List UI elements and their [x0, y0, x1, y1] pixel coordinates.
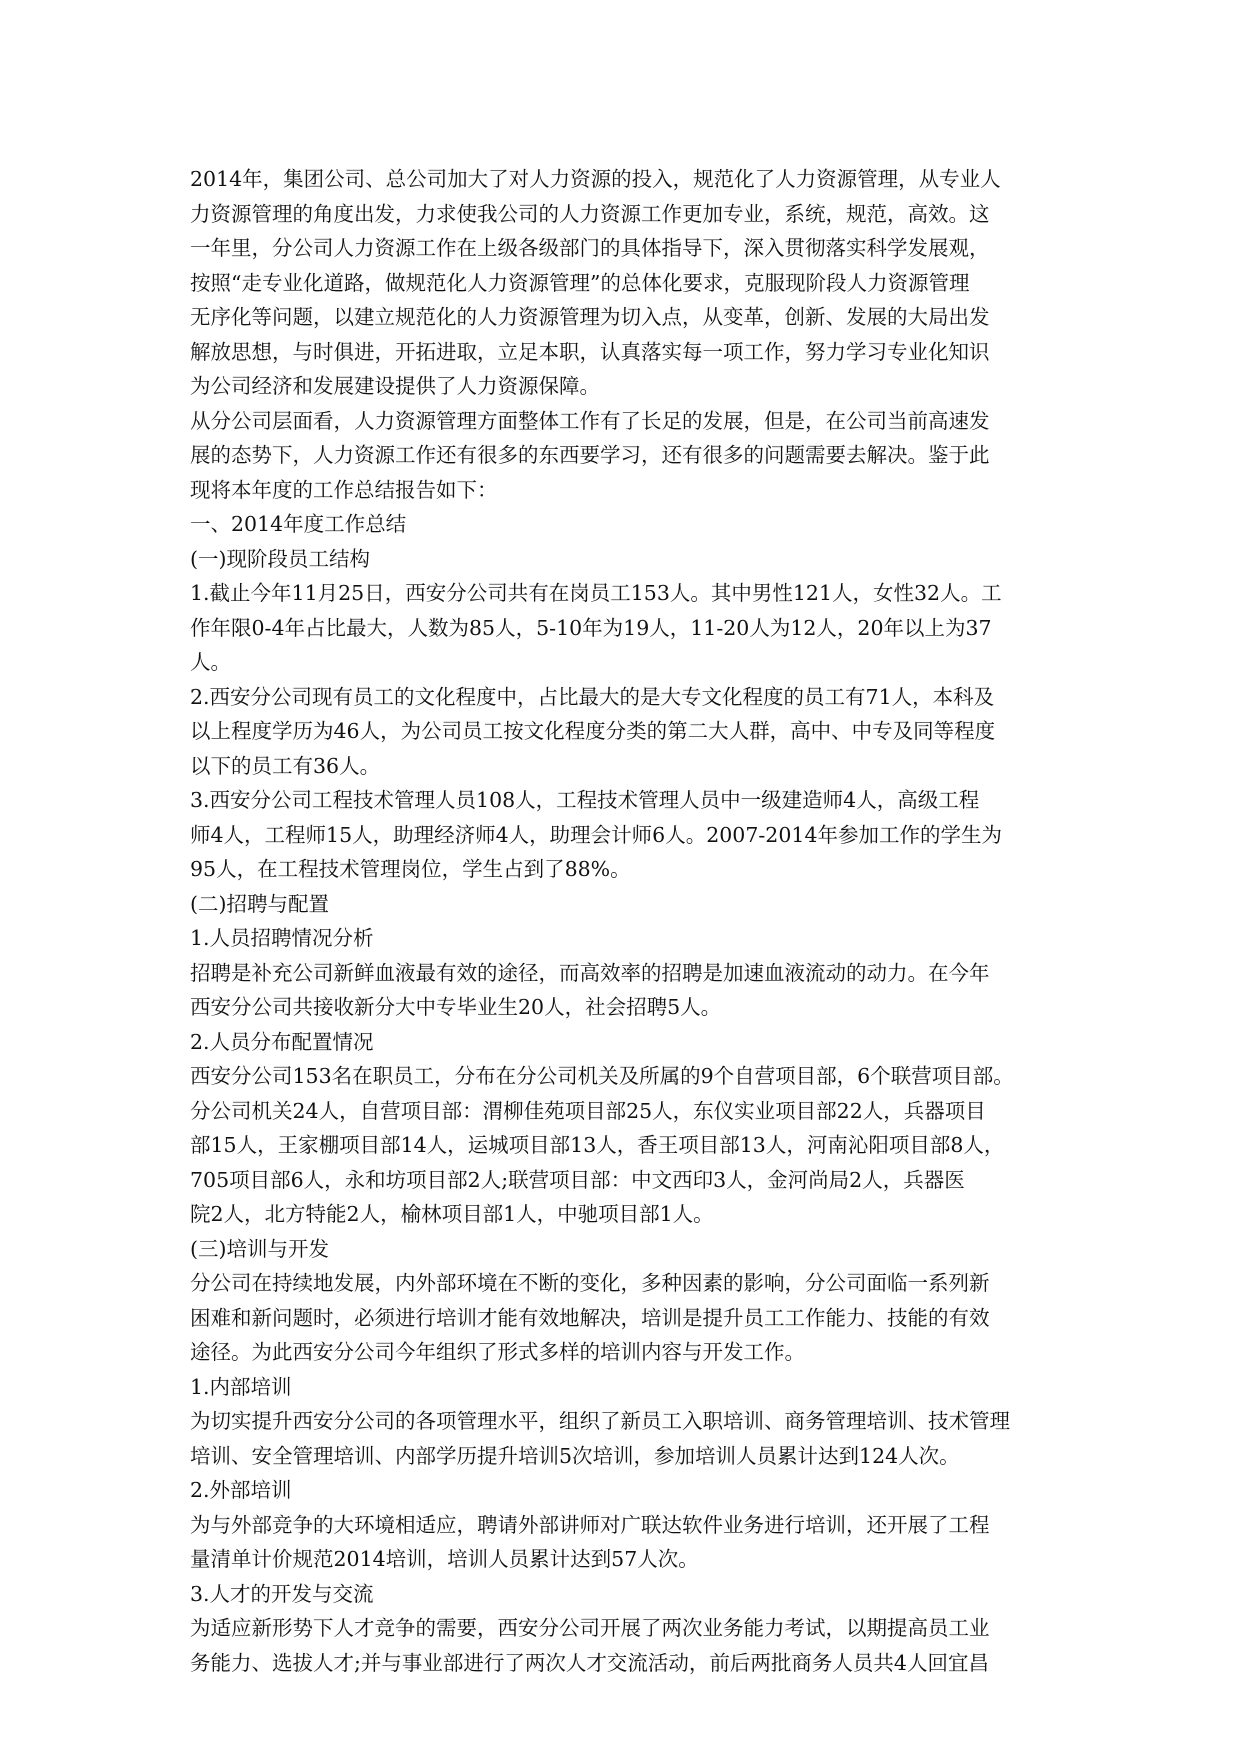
- text-line: 西安分公司共接收新分大中专毕业生20人，社会招聘5人。: [190, 995, 722, 1019]
- text-line: 培训、安全管理培训、内部学历提升培训5次培训，参加培训人员累计达到124人次。: [190, 1443, 960, 1468]
- text-line: 1.截止今年11月25日，西安分公司共有在岗员工153人。其中男性121人，女性32人。工: [190, 581, 1002, 605]
- text-line: 务能力、选拔人才;并与事业部进行了两次人才交流活动，前后两批商务人员共4人回宜昌: [190, 1650, 989, 1675]
- text-line: 分公司在持续地发展，内外部环境在不断的变化，多种因素的影响，分公司面临一系列新: [190, 1271, 990, 1295]
- text-line: 以上程度学历为46人，为公司员工按文化程度分类的第二大人群，高中、中专及同等程度: [190, 719, 996, 743]
- text-line: 分公司机关24人，自营项目部：渭柳佳苑项目部25人，东仪实业项目部22人，兵器项目: [190, 1098, 986, 1123]
- text-line: 人。: [190, 650, 231, 674]
- item-heading: 2.外部培训: [190, 1478, 292, 1502]
- text-line: 现将本年度的工作总结报告如下：: [190, 477, 498, 502]
- text-line: 部15人，王家棚项目部14人，运城项目部13人，香王项目部13人，河南沁阳项目部8人，: [190, 1133, 1005, 1157]
- item-heading: 1.内部培训: [190, 1374, 292, 1399]
- text-line: 2014年，集团公司、总公司加大了对人力资源的投入，规范化了人力资源管理，从专业人: [190, 167, 1001, 191]
- text-line: 为与外部竞争的大环境相适应，聘请外部讲师对广联达软件业务进行培训，还开展了工程: [190, 1512, 990, 1537]
- document-body: [190, 162, 1052, 1680]
- text-line: 量清单计价规范2014培训，培训人员累计达到57人次。: [190, 1547, 699, 1571]
- text-line: 705项目部6人，永和坊项目部2人;联营项目部：中文西印3人，金河尚局2人，兵器医: [190, 1167, 965, 1192]
- text-line: 西安分公司153名在职员工，分布在分公司机关及所属的9个自营项目部，6个联营项目部。: [190, 1064, 1014, 1088]
- text-line: 力资源管理的角度出发，力求使我公司的人力资源工作更加专业，系统，规范，高效。这: [190, 201, 990, 226]
- text-line: 一年里，分公司人力资源工作在上级各级部门的具体指导下，深入贯彻落实科学发展观，: [190, 236, 990, 260]
- subsection-heading: (一)现阶段员工结构: [190, 546, 370, 571]
- text-line: 95人，在工程技术管理岗位，学生占到了88%。: [190, 857, 631, 881]
- text-line: 为公司经济和发展建设提供了人力资源保障。: [190, 374, 600, 398]
- text-line: 无序化等问题，以建立规范化的人力资源管理为切入点，从变革，创新、发展的大局出发: [190, 305, 990, 329]
- text-line: 2.西安分公司现有员工的文化程度中，占比最大的是大专文化程度的员工有71人，本科及: [190, 684, 995, 709]
- text-line: 师4人，工程师15人，助理经济师4人，助理会计师6人。2007-2014年参加工作的学生为: [190, 822, 1002, 847]
- text-line: 为切实提升西安分公司的各项管理水平，组织了新员工入职培训、商务管理培训、技术管理: [190, 1409, 1010, 1433]
- text-line: 为适应新形势下人才竞争的需要，西安分公司开展了两次业务能力考试，以期提高员工业: [190, 1616, 990, 1640]
- section-heading: 一、2014年度工作总结: [190, 512, 407, 536]
- text-line: 以下的员工有36人。: [190, 753, 381, 778]
- text-line: 困难和新问题时，必须进行培训才能有效地解决，培训是提升员工工作能力、技能的有效: [190, 1305, 990, 1330]
- text-line: 院2人，北方特能2人，榆林项目部1人，中驰项目部1人。: [190, 1202, 714, 1226]
- text-line: 招聘是补充公司新鲜血液最有效的途径，而高效率的招聘是加速血液流动的动力。在今年: [190, 960, 990, 985]
- text-line: 解放思想，与时俱进，开拓进取，立足本职，认真落实每一项工作，努力学习专业化知识: [190, 339, 990, 364]
- text-line: 作年限0-4年占比最大，人数为85人，5-10年为19人，11-20人为12人，20年以上为37: [190, 615, 992, 640]
- text-line: 途径。为此西安分公司今年组织了形式多样的培训内容与开发工作。: [190, 1340, 805, 1364]
- item-heading: 3.人才的开发与交流: [190, 1581, 374, 1606]
- item-heading: 2.人员分布配置情况: [190, 1029, 374, 1054]
- text-line: 按照“走专业化道路，做规范化人力资源管理”的总体化要求，克服现阶段人力资源管理: [190, 270, 970, 295]
- text-line: 3.西安分公司工程技术管理人员108人，工程技术管理人员中一级建造师4人，高级工程: [190, 788, 980, 812]
- item-heading: 1.人员招聘情况分析: [190, 926, 374, 950]
- subsection-heading: (二)招聘与配置: [190, 891, 329, 916]
- text-line: 展的态势下，人力资源工作还有很多的东西要学习，还有很多的问题需要去解决。鉴于此: [190, 443, 990, 467]
- text-line: 从分公司层面看，人力资源管理方面整体工作有了长足的发展，但是，在公司当前高速发: [190, 408, 990, 433]
- subsection-heading: (三)培训与开发: [190, 1236, 329, 1261]
